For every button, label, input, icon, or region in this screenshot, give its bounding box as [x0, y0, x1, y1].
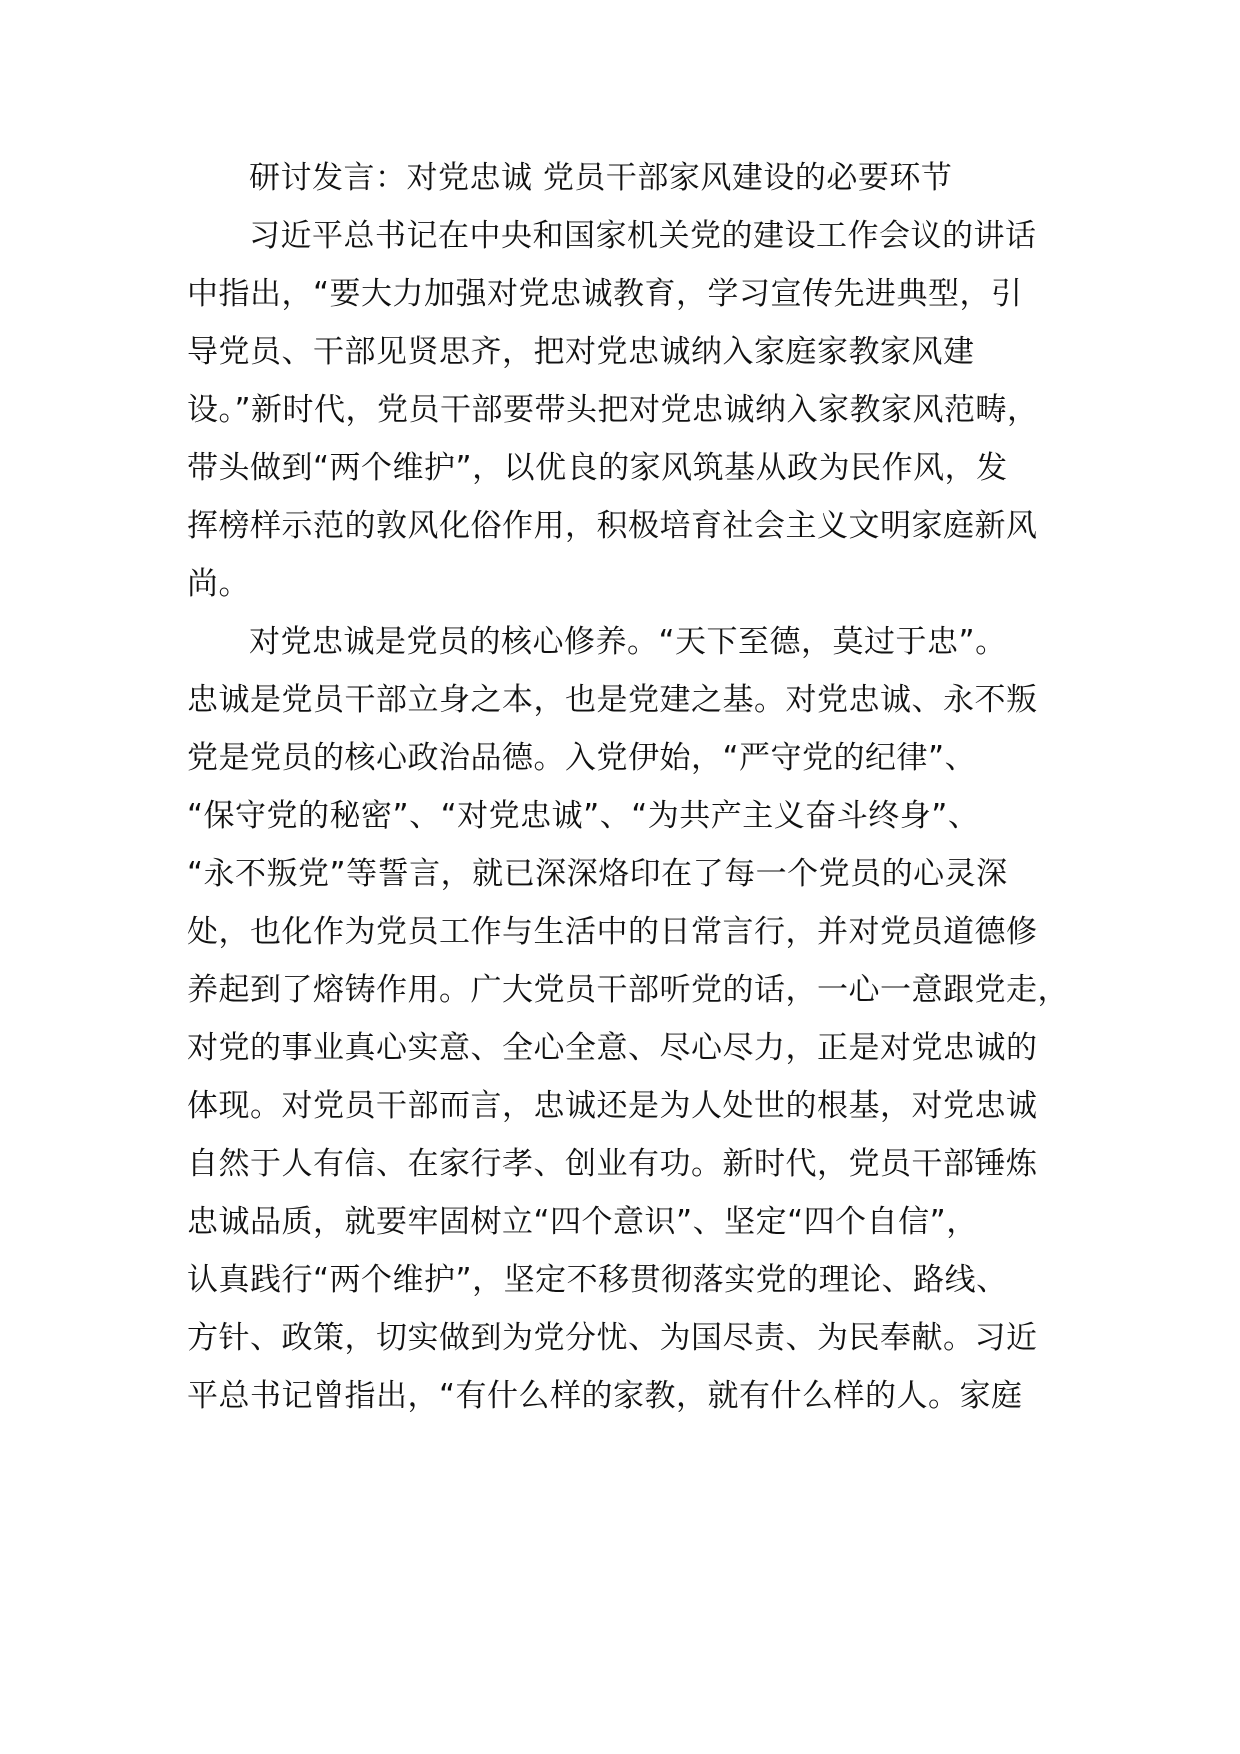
paragraph-line: 习近平总书记在中央和国家机关党的建设工作会议的讲话 — [249, 218, 1037, 254]
paragraph-line: 认真践行“两个维护”，坚定不移贯彻落实党的理论、路线、 — [187, 1262, 1008, 1298]
paragraph-line: 挥榜样示范的敦风化俗作用，积极培育社会主义文明家庭新风 — [187, 508, 1038, 544]
paragraph-line: 设。”新时代，党员干部要带头把对党忠诚纳入家教家风范畴， — [187, 392, 1039, 428]
paragraph-line: “保守党的秘密”、“对党忠诚”、“为共产主义奋斗终身”、 — [187, 798, 980, 834]
paragraph-line: 平总书记曾指出，“有什么样的家教，就有什么样的人。家庭 — [187, 1378, 1023, 1414]
paragraph-line: 处，也化作为党员工作与生活中的日常言行，并对党员道德修 — [187, 914, 1038, 950]
paragraph-line: 自然于人有信、在家行孝、创业有功。新时代，党员干部锤炼 — [187, 1146, 1038, 1182]
paragraph-line: 党是党员的核心政治品德。入党伊始，“严守党的纪律”、 — [187, 740, 977, 776]
document-title: 研讨发言：对党忠诚 党员干部家风建设的必要环节 — [249, 160, 953, 196]
paragraph-line: 中指出，“要大力加强对党忠诚教育，学习宣传先进典型，引 — [187, 276, 1023, 312]
paragraph-line: 尚。 — [187, 566, 250, 602]
paragraph-line: 忠诚是党员干部立身之本，也是党建之基。对党忠诚、永不叛 — [187, 682, 1038, 718]
paragraph-line: 对党忠诚是党员的核心修养。“天下至德，莫过于忠”。 — [249, 624, 1007, 660]
paragraph-line: 带头做到“两个维护”，以优良的家风筑基从政为民作风，发 — [187, 450, 1008, 486]
paragraph-line: 方针、政策，切实做到为党分忧、为国尽责、为民奉献。习近 — [187, 1320, 1038, 1356]
paragraph-line: 对党的事业真心实意、全心全意、尽心尽力，正是对党忠诚的 — [187, 1030, 1038, 1066]
paragraph-line: “永不叛党”等誓言，就已深深烙印在了每一个党员的心灵深 — [187, 856, 1008, 892]
paragraph-line: 导党员、干部见贤思齐，把对党忠诚纳入家庭家教家风建 — [187, 334, 975, 370]
paragraph-line: 养起到了熔铸作用。广大党员干部听党的话，一心一意跟党走， — [187, 972, 1069, 1008]
paragraph-line: 体现。对党员干部而言，忠诚还是为人处世的根基，对党忠诚 — [187, 1088, 1038, 1124]
paragraph-line: 忠诚品质，就要牢固树立“四个意识”、坚定“四个自信”， — [187, 1204, 978, 1240]
